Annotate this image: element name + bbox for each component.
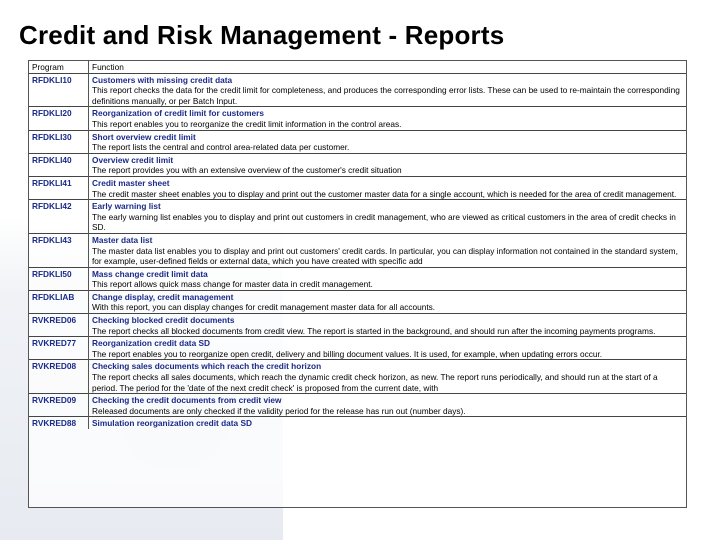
- report-title: Simulation reorganization credit data SD: [92, 418, 252, 429]
- table-row: [29, 360, 686, 394]
- reports-table-container: [28, 60, 687, 508]
- function-cell: [89, 360, 687, 394]
- slide-title: Credit and Risk Management - Reports: [19, 20, 505, 50]
- table-row: [29, 233, 686, 267]
- function-cell: [89, 107, 687, 130]
- program-name: RFDKLI10: [29, 73, 89, 107]
- program-name: RFDKLI42: [29, 200, 89, 234]
- function-cell: [89, 267, 687, 290]
- function-cell: [89, 153, 687, 176]
- report-title: Customers with missing credit data: [92, 74, 233, 85]
- report-title: Checking sales documents which reach the credit horizon: [92, 361, 322, 372]
- report-description: The report provides you with an extensive overview of the customer's credit situation: [92, 165, 402, 176]
- report-title: Short overview credit limit: [92, 131, 196, 142]
- report-description: The report checks all blocked documents from credit view. The report is started in the background, and should run after the incoming payments programs.: [92, 325, 656, 336]
- reports-table: [29, 61, 686, 429]
- table-row: [29, 73, 686, 107]
- report-description: The report enables you to reorganize open credit, delivery and billing document values. It is used, for example, when updating errors occur.: [92, 348, 603, 359]
- report-title: Early warning list: [92, 201, 161, 212]
- report-description: The report lists the central and control area-related data per customer.: [92, 142, 350, 153]
- report-description: This report allows quick mass change for master data in credit management.: [92, 279, 373, 290]
- table-row: [29, 290, 686, 313]
- report-title: Checking blocked credit documents: [92, 315, 235, 326]
- report-title: Reorganization of credit limit for customers: [92, 108, 264, 119]
- program-name: RFDKLIAB: [29, 290, 89, 313]
- function-cell: [89, 417, 687, 429]
- header-program: Program: [32, 62, 64, 72]
- table-row: [29, 394, 686, 417]
- program-name: RVKRED77: [29, 337, 89, 360]
- report-title: Checking the credit documents from credit view: [92, 395, 282, 406]
- report-title: Reorganization credit data SD: [92, 338, 211, 349]
- table-row: [29, 417, 686, 429]
- function-cell: [89, 290, 687, 313]
- header-function: Function: [89, 61, 687, 73]
- program-name: RFDKLI50: [29, 267, 89, 290]
- function-cell: [89, 394, 687, 417]
- program-name: RFDKLI40: [29, 153, 89, 176]
- table-row: [29, 337, 686, 360]
- program-name: RFDKLI43: [29, 233, 89, 267]
- report-description: The report checks all sales documents, which reach the dynamic credit check horizon, as new. The report runs periodically, and should run at the start of a period. The period for the 'date of the next credit check' is proposed from the current date, with: [92, 372, 658, 393]
- table-row: [29, 267, 686, 290]
- table-row: [29, 153, 686, 176]
- function-cell: [89, 130, 687, 153]
- function-cell: [89, 233, 687, 267]
- report-title: Credit master sheet: [92, 177, 170, 188]
- function-cell: [89, 337, 687, 360]
- function-cell: [89, 176, 687, 199]
- program-name: RVKRED06: [29, 314, 89, 337]
- program-name: RFDKLI30: [29, 130, 89, 153]
- table-row: [29, 176, 686, 199]
- function-cell: [89, 314, 687, 337]
- report-description: The credit master sheet enables you to display and print out the customer master data for a single account, which is needed for the area of credit management.: [92, 188, 677, 199]
- report-title: Mass change credit limit data: [92, 268, 208, 279]
- program-name: RVKRED88: [29, 417, 89, 429]
- report-title: Master data list: [92, 234, 153, 245]
- program-name: RVKRED09: [29, 394, 89, 417]
- report-description: With this report, you can display changes for credit management master data for all accounts.: [92, 302, 436, 313]
- report-description: This report enables you to reorganize the credit limit information in the control areas.: [92, 118, 402, 129]
- report-description: The master data list enables you to display and print out customers' credit cards. In particular, you can display information not contained in the standard system, for example, user-defined fields or external data, which you have created with specific add: [92, 245, 678, 267]
- report-description: This report checks the data for the credit limit for completeness, and produces the corresponding error lists. These can be used to re-maintain the corresponding definitions manually, or per Batch Input.: [92, 85, 680, 106]
- table-row: [29, 130, 686, 153]
- report-description: Released documents are only checked if the validity period for the release has run out (number days).: [92, 405, 466, 416]
- table-row: [29, 314, 686, 337]
- table-row: [29, 200, 686, 234]
- table-row: [29, 107, 686, 130]
- report-description: The early warning list enables you to display and print out customers in credit management, who are viewed as critical customers in the area of credit checks in SD.: [92, 211, 676, 233]
- table-header-row: [29, 61, 686, 73]
- program-name: RFDKLI41: [29, 176, 89, 199]
- program-name: RFDKLI20: [29, 107, 89, 130]
- report-title: Change display, credit management: [92, 291, 234, 302]
- report-title: Overview credit limit: [92, 154, 174, 165]
- function-cell: [89, 200, 687, 234]
- program-name: RVKRED08: [29, 360, 89, 394]
- function-cell: [89, 73, 687, 107]
